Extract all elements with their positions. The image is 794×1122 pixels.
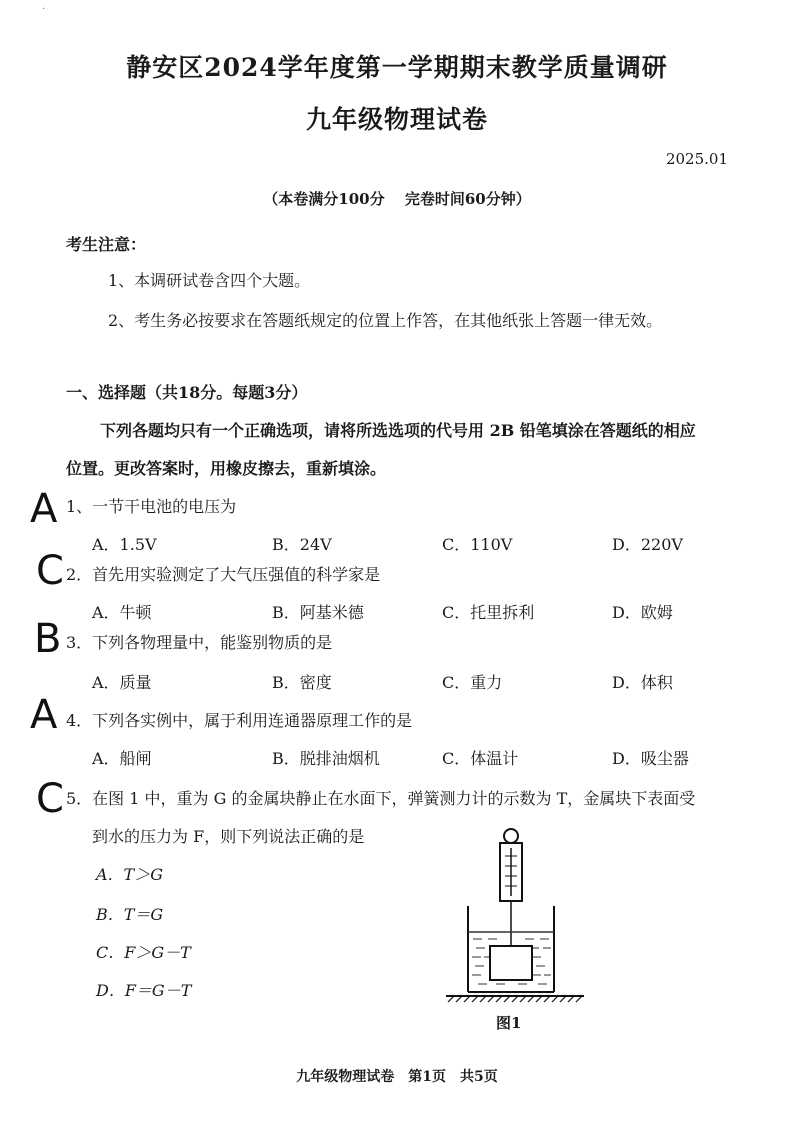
spring-scale (500, 843, 522, 901)
exam-date: 2025.01 (665, 150, 728, 168)
question-stem-line1: 5．在图 1 中，重为 G 的金属块静止在水面下，弹簧测力计的示数为 T，金属块下表面受 (66, 789, 696, 808)
section-instructions-line2: 位置。更改答案时，用橡皮擦去，重新填涂。 (66, 459, 387, 478)
ground-hatching (446, 996, 584, 1002)
handwritten-answer-mark: B (34, 616, 62, 662)
exam-subtitle: 九年级物理试卷 (305, 105, 488, 134)
spring-scale-ring (504, 829, 518, 843)
question-stem: 2．首先用实验测定了大气压强值的科学家是 (66, 565, 381, 584)
option-a: A．1.5V (92, 535, 157, 554)
option-d: D．欧姆 (612, 603, 673, 622)
option-d: D．体积 (612, 673, 673, 692)
notice-item-2: 2、考生务必按要求在答题纸规定的位置上作答，在其他纸张上答题一律无效。 (108, 311, 663, 330)
section-heading: 一、选择题（共18分。每题3分） (66, 383, 308, 402)
option-a: A．船闸 (92, 749, 152, 768)
option-a: A．质量 (92, 673, 152, 692)
question-stem: 4．下列各实例中，属于利用连通器原理工作的是 (66, 711, 413, 730)
question-stem: 1、一节干电池的电压为 (66, 497, 237, 516)
metal-block (490, 946, 532, 980)
handwritten-answer-mark: A (30, 486, 58, 532)
option-d: D．F＝G－T (96, 981, 192, 1000)
question-stem: 3．下列各物理量中，能鉴别物质的是 (66, 633, 333, 652)
figure-1-diagram (440, 826, 590, 1008)
exam-meta: （本卷满分100分 完卷时间60分钟） (263, 190, 531, 208)
scan-speck: · (42, 4, 46, 15)
option-c: C．110V (442, 535, 513, 554)
option-d: D．220V (612, 535, 683, 554)
page-footer: 九年级物理试卷 第1页 共5页 (296, 1069, 498, 1085)
handwritten-answer-mark: A (30, 692, 58, 738)
option-b: B．密度 (272, 673, 332, 692)
option-c: C．托里拆利 (442, 603, 535, 622)
option-b: B．脱排油烟机 (272, 749, 380, 768)
option-d: D．吸尘器 (612, 749, 689, 768)
exam-title: 静安区2024学年度第一学期期末教学质量调研 (126, 53, 668, 82)
option-c: C．体温计 (442, 749, 519, 768)
option-b: B．24V (272, 535, 332, 554)
option-a: A．牛顿 (92, 603, 152, 622)
handwritten-answer-mark: C (36, 548, 64, 594)
option-b: B．T＝G (96, 905, 164, 924)
option-a: A．T＞G (96, 865, 164, 884)
notice-heading: 考生注意： (66, 235, 147, 254)
notice-item-1: 1、本调研试卷含四个大题。 (108, 271, 311, 290)
option-c: C．F＞G－T (96, 943, 191, 962)
section-instructions-line1: 下列各题均只有一个正确选项，请将所选选项的代号用 2B 铅笔填涂在答题纸的相应 (100, 421, 696, 440)
handwritten-answer-mark: C (36, 776, 64, 822)
option-c: C．重力 (442, 673, 503, 692)
option-b: B．阿基米德 (272, 603, 364, 622)
question-stem-line2: 到水的压力为 F，则下列说法正确的是 (92, 827, 365, 846)
figure-1-caption: 图1 (496, 1014, 522, 1032)
